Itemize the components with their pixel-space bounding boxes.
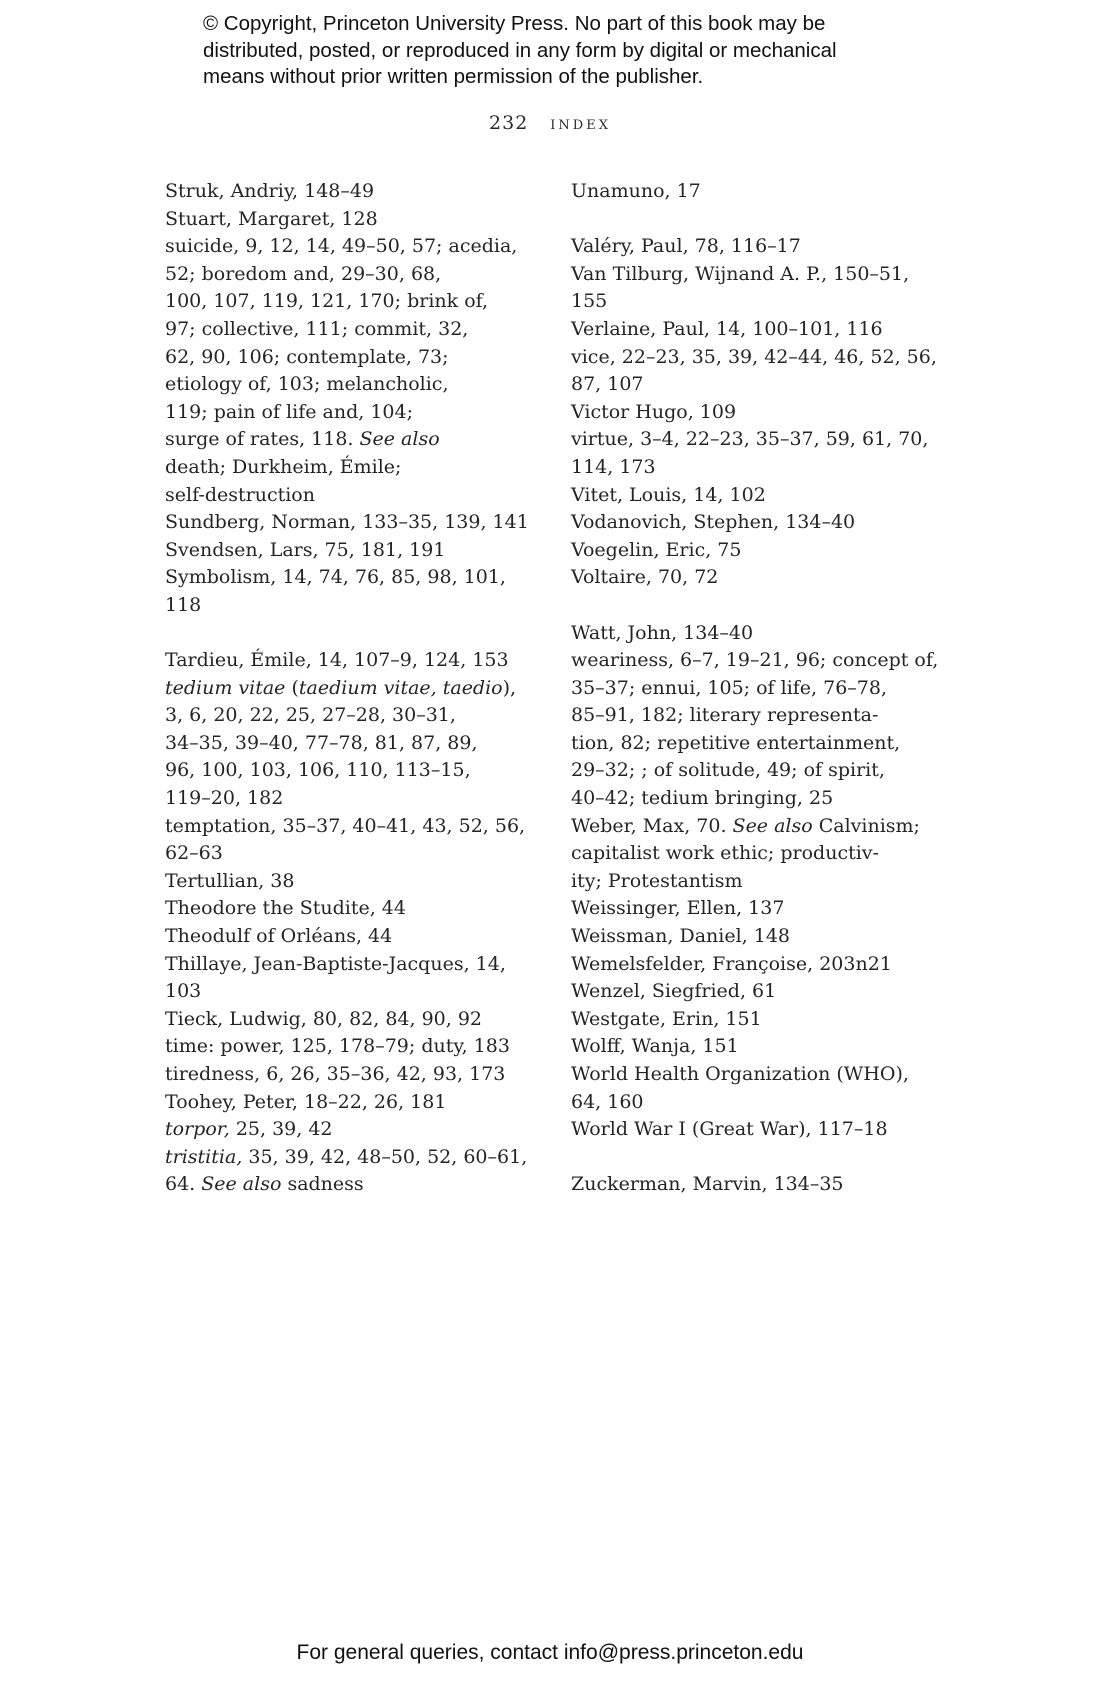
index-entry-weariness: weariness, 6–7, 19–21, 96; concept of, 35–37; ennui, 105; of life, 76–78, 85–91, 182; literary representa- tion, 82; repetitive entertainment, 29–32; ; of solitude, 49; of spirit, 40–42; tedium bringing, 25 [571,649,939,810]
index-entry-valery: Valéry, Paul, 78, 116–17 [571,235,801,258]
index-entry-time: time: power, 125, 178–79; duty, 183 [165,1035,510,1058]
index-entry-wenzel: Wenzel, Siegfried, 61 [571,980,777,1003]
index-entry-toohey: Toohey, Peter, 18–22, 26, 181 [165,1090,447,1113]
index-entry-voltaire: Voltaire, 70, 72 [571,566,719,589]
index-entry-westgate: Westgate, Erin, 151 [571,1007,762,1030]
index-entry-weissman: Weissman, Daniel, 148 [571,925,791,948]
index-entry-vice: vice, 22–23, 35, 39, 42–44, 46, 52, 56, 87, 107 [571,345,937,396]
index-entry-theodulf: Theodulf of Orléans, 44 [165,925,393,948]
index-entry-weber: Weber, Max, 70. See also Calvinism; capitalist work ethic; productiv- ity; Protestantism [571,814,920,892]
index-entry-wemelsfelder: Wemelsfelder, Françoise, 203n21 [571,952,892,975]
section-title: index [550,112,611,134]
index-entry-virtue: virtue, 3–4, 22–23, 35–37, 59, 61, 70, 114, 173 [571,428,929,478]
index-entry-theodore: Theodore the Studite, 44 [165,897,406,920]
index-entry-tiredness: tiredness, 6, 26, 35–36, 42, 93, 173 [165,1063,506,1085]
letter-group-gap [571,1144,971,1172]
index-entry-weissinger: Weissinger, Ellen, 137 [571,897,785,920]
index-entry-van-tilburg: Van Tilburg, Wijnand A. P., 150–51, 155 [571,262,910,313]
index-entry-tristitia: tristitia, 35, 39, 42, 48–50, 52, 60–61, 64. See also sadness [165,1145,528,1196]
index-entry-stuart: Stuart, Margaret, 128 [165,207,378,230]
index-entry-wolff: Wolff, Wanja, 151 [571,1035,739,1058]
index-entry-tedium-vitae: tedium vitae (taedium vitae, taedio), 3, 6, 20, 22, 25, 27–28, 30–31, 34–35, 39–40, 77–78, 81, 87, 89, 96, 100, 103, 106, 110, 113–15, 119–20, 182 [165,676,517,810]
running-head [0,112,1100,134]
index-entry-vodanovich: Vodanovich, Stephen, 134–40 [571,511,856,534]
copyright-line-2: distributed, posted, or reproduced in any form by digital or mechanical [203,38,837,62]
see-also-label: See also [201,1173,282,1196]
index-entry-verlaine: Verlaine, Paul, 14, 100–101, 116 [571,317,883,340]
index-entry-suicide: suicide, 9, 12, 14, 49–50, 57; acedia, 52; boredom and, 29–30, 68, 100, 107, 119, 121, 170; brink of, 97; collective, 111; commit, 32, 62, 90, 106; contemplate, 73; etiology of, 103; melancholic, 119; pain of life and, 104; surge of rates, 118. See also death; Durkheim, Émile; self-destruction [165,235,518,506]
index-entry-unamuno: Unamuno, 17 [571,180,701,202]
index-entry-victor-hugo: Victor Hugo, 109 [571,400,737,423]
see-also-label: See also [732,814,813,837]
index-entry-tieck: Tieck, Ludwig, 80, 82, 84, 90, 92 [165,1007,483,1030]
copyright-line-3: means without prior written permission of the publisher. [203,65,704,88]
index-entry-torpor: torpor, 25, 39, 42 [165,1118,333,1141]
index-column-right [571,178,971,1199]
index-entry-tertullian: Tertullian, 38 [165,869,295,892]
index-entry-symbolism: Symbolism, 14, 74, 76, 85, 98, 101, 118 [165,566,506,616]
index-entry-zuckerman: Zuckerman, Marvin, 134–35 [571,1173,844,1196]
index-entry-svendsen: Svendsen, Lars, 75, 181, 191 [165,538,446,561]
page-number: 232 [489,112,529,134]
index-entry-who: World Health Organization (WHO), 64, 160 [571,1063,909,1113]
letter-group-gap [165,620,565,648]
copyright-line-1: © Copyright, Princeton University Press. No part of this book may be [203,12,826,35]
see-also-label: See also [359,428,440,451]
footer-contact: For general queries, contact info@press.princeton.edu [296,1641,804,1664]
index-entry-voegelin: Voegelin, Eric, 75 [571,538,742,561]
letter-group-gap [571,592,971,620]
index-column-left [165,178,565,1199]
index-entry-temptation: temptation, 35–37, 40–41, 43, 52, 56, 62–63 [165,814,526,865]
copyright-notice [203,11,963,91]
index-entry-struk: Struk, Andriy, 148–49 [165,180,375,202]
index-entry-tardieu: Tardieu, Émile, 14, 107–9, 124, 153 [165,649,509,672]
index-entry-thillaye: Thillaye, Jean-Baptiste-Jacques, 14, 103 [165,952,506,1003]
index-entry-world-war-i: World War I (Great War), 117–18 [571,1118,888,1141]
index-entry-watt: Watt, John, 134–40 [571,621,754,644]
letter-group-gap [571,206,971,234]
index-entry-sundberg: Sundberg, Norman, 133–35, 139, 141 [165,511,529,534]
index-entry-vitet: Vitet, Louis, 14, 102 [571,483,766,506]
